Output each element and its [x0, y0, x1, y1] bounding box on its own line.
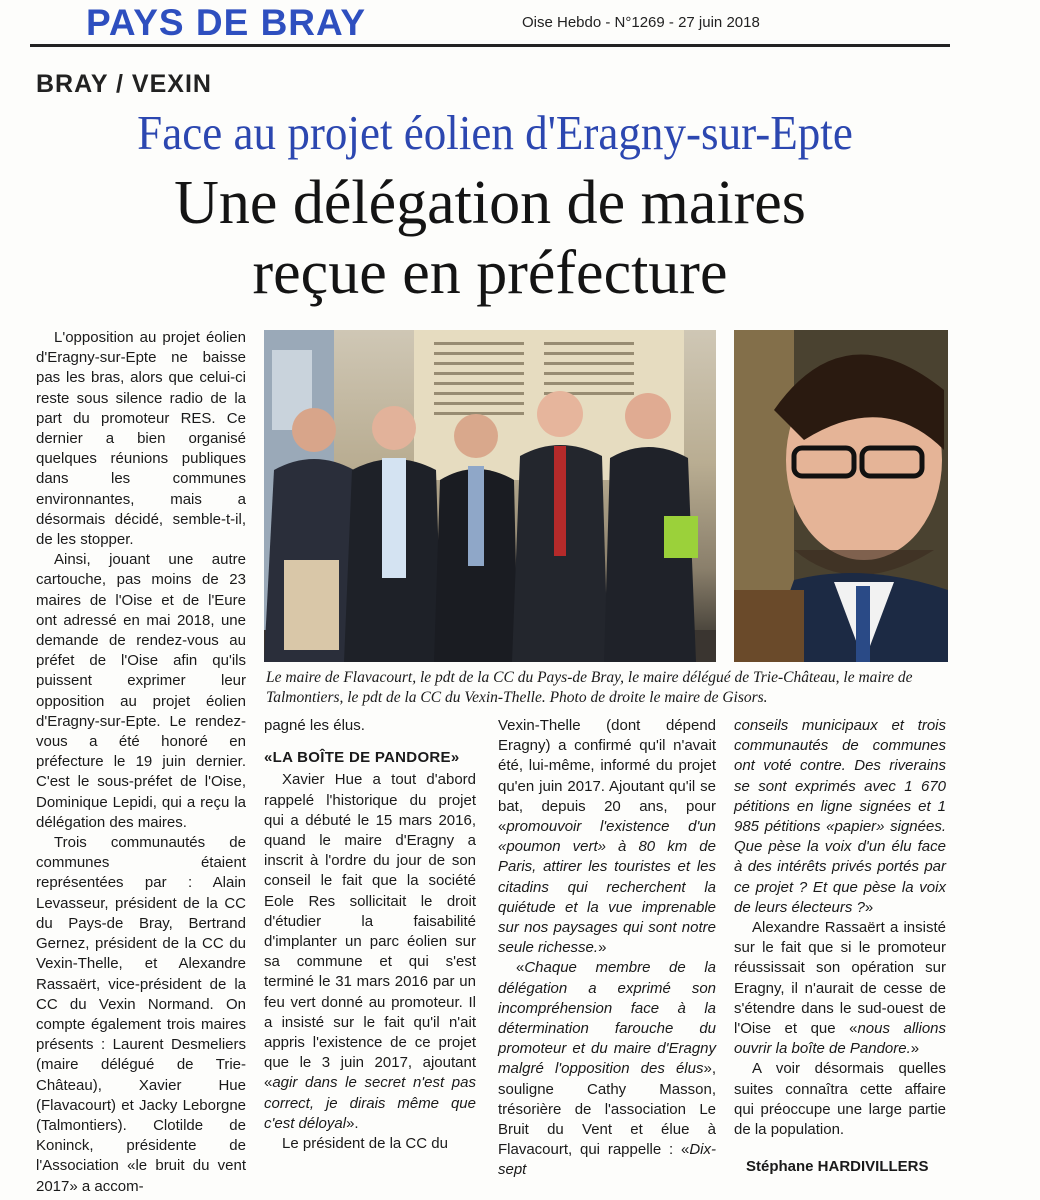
article-kicker: BRAY / VEXIN [36, 70, 212, 98]
group-photo-icon [264, 330, 716, 662]
header-rule [30, 44, 950, 47]
text-run: « [516, 959, 525, 977]
quote-text: agir dans le secret n'est pas correct, je dirais même que c'est déloyal [264, 1074, 476, 1132]
subheading: «LA BOÎTE DE PANDORE» [264, 749, 460, 767]
paragraph: Le président de la CC du [282, 1135, 448, 1153]
text-run: », souligne Cathy Masson, trésorière de l'association Le Bruit du Vent et élue à Flavacourt, qui rappelle : « [498, 1060, 716, 1159]
issue-line: Oise Hebdo - N°1269 - 27 juin 2018 [522, 14, 760, 31]
headline-line-1: Une délégation de maires [174, 169, 806, 237]
paragraph: Ainsi, jouant une autre cartouche, pas moins de 23 maires de l'Oise et de l'Eure ont adressé en mai 2018, une demande de rendez-vous au préfet de l'Oise afin qu'ils puissent exprimer leur opposition au projet éolien d'Eragny-sur-Epte. Le rendez-vous a été honoré en préfecture le 19 juin dernier. C'est le sous-préfet de l'Oise, Dominique Lepidi, qui a reçu la délégation des maires. [36, 551, 246, 831]
article-signature: Stéphane HARDIVILLERS [746, 1158, 929, 1175]
section-title: PAYS DE BRAY [86, 2, 367, 43]
article-headline [40, 168, 940, 308]
quote-text: Chaque membre de la délégation a exprimé son incompréhension face à la détermination farouche du promoteur et du maire d'Eragny malgré l'opposition des élus [498, 959, 716, 1078]
text-run: Vexin-Thelle (dont dépend Eragny) a confirmé qu'il n'avait été, lui-même, informé du projet qu'en juin 2017. Ajoutant qu'il se bat, depuis 20 ans, pour « [498, 717, 716, 836]
portrait-photo-icon [734, 330, 948, 662]
quote-text: conseils municipaux et trois communautés de communes ont voté contre. Des riverains se sont exprimés avec 1 670 pétitions en ligne signées et 1 985 pétitions «papier» signées. Que pèse la voix d'un élu face à des intérêts privés portés par ce projet ? Et que pèse la voix de leurs électeurs ? [734, 717, 946, 916]
paragraph: Trois communautés de communes étaient représentées par : Alain Levasseur, président de la CC du Pays-de Bray, Bertrand Gernez, président de la CC du Vexin-Thelle, et Alexandre Rassaërt, vice-président de la CC du Vexin Normand. On compte également trois maires présents : Laurent Desmeliers (maire délégué de Trie-Château), Xavier Hue (Flavacourt) et Jacky Leborgne (Talmontiers). Clotilde de Koninck, présidente de l'Association «le bruit du vent 2017» a accom- [36, 834, 246, 1195]
portrait-photo [734, 330, 948, 662]
article-subtitle: Face au projet éolien d'Eragny-sur-Epte [137, 105, 853, 160]
article-column-1 [36, 328, 246, 1197]
text-run: Alexandre Rassaërt a insisté sur le fait que si le promoteur réussissait son opération sur Eragny, il n'aurait de cesse de s'étendre dans le sud-ouest de l'Oise et que « [734, 919, 946, 1038]
paragraph: L'opposition au projet éolien d'Eragny-sur-Epte ne baisse pas les bras, alors que celui-ci reste sous silence radio de la part du promoteur RES. Ce dernier a bien organisé quelques réunions publiques dans les communes environnantes, mais a désormais décidé, semble-t-il, de les stopper. [36, 329, 246, 549]
text-run: » [864, 898, 874, 916]
text-run: ». [346, 1114, 359, 1132]
paragraph [734, 716, 946, 918]
paragraph: pagné les élus. [264, 717, 365, 734]
text-run: » [598, 939, 607, 957]
article-column-4 [734, 716, 946, 1140]
photo-caption: Le maire de Flavacourt, le pdt de la CC du Pays-de Bray, le maire délégué de Trie-Château, le maire de Talmontiers, le pdt de la CC du Vexin-Thelle. Photo de droite le maire de Gisors. [266, 669, 913, 706]
paragraph [734, 918, 946, 1059]
paragraph: A voir désormais quelles suites connaîtra cette affaire qui préoccupe une large partie de la population. [734, 1060, 946, 1139]
text-run: Xavier Hue a tout d'abord rappelé l'historique du projet qui a débuté le 15 mars 2016, quand le maire d'Eragny a inscrit à l'ordre du jour de son conseil le fait que la société Eole Res sollicitait le droit d'étudier la faisabilité d'implanter un parc éolien sur sa commune et qui s'est terminé le 31 mars 2016 par un feu vert donné au promoteur. Il a insisté sur le fait qu'il n'ait appris l'existence de ce projet que le 3 juin 2017, ajoutant « [264, 771, 476, 1092]
paragraph [498, 958, 716, 1180]
quote-text: promouvoir l'existence d'un «poumon vert» à 80 km de Paris, attirer les touristes et les citadins qui recherchent la quiétude et la vue imprenable sur nos paysages qui sont notre seule richesse. [498, 818, 716, 957]
paragraph [498, 716, 716, 958]
article-column-2 [264, 716, 476, 1154]
paragraph [264, 770, 476, 1134]
quote-text: nous allions ouvrir la boîte de Pandore. [734, 1020, 947, 1058]
quote-text: Dix-sept [498, 1141, 716, 1179]
headline-line-2: reçue en préfecture [252, 239, 728, 307]
group-photo [264, 330, 716, 662]
article-column-3 [498, 716, 716, 1181]
text-run: » [910, 1040, 920, 1058]
